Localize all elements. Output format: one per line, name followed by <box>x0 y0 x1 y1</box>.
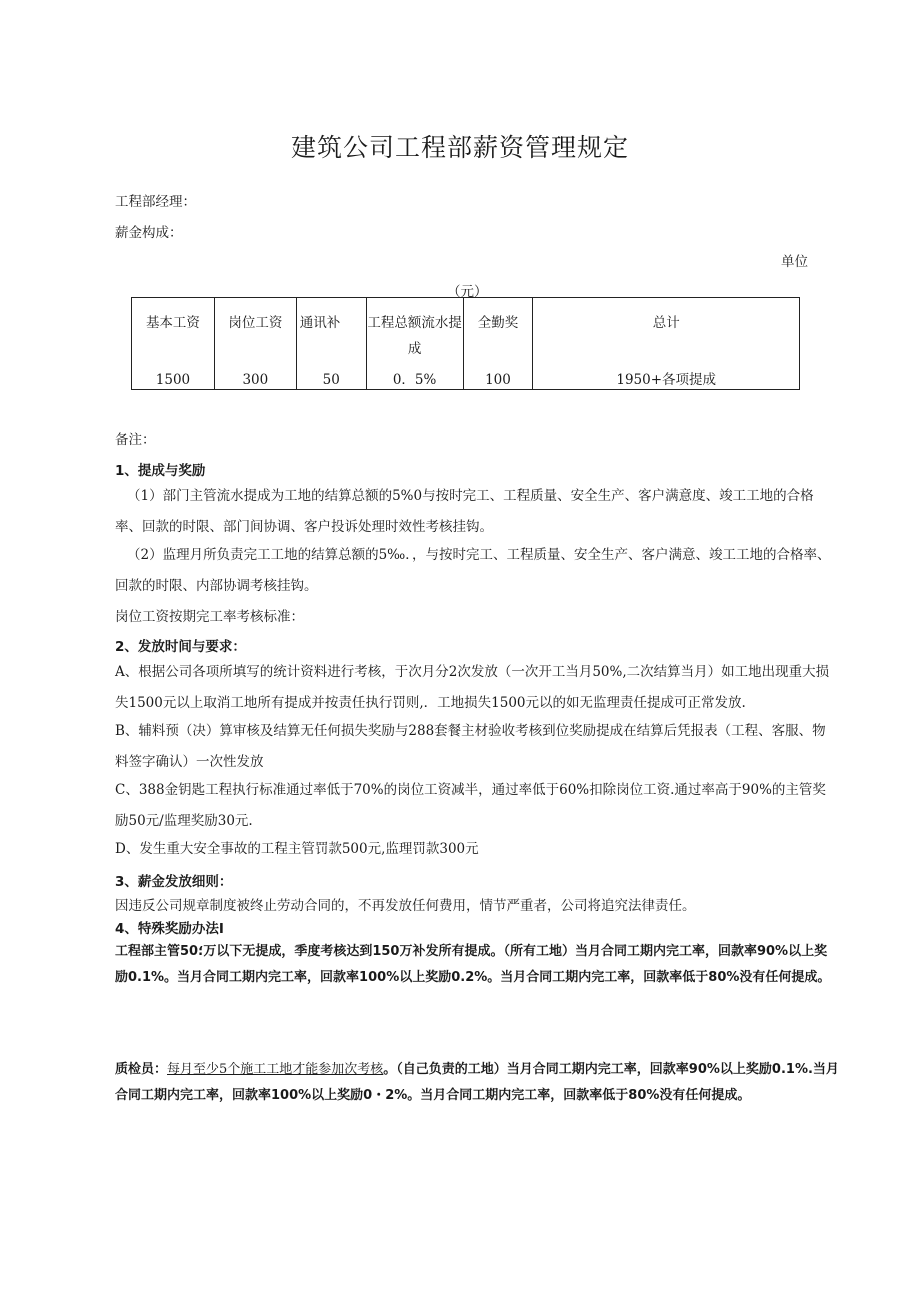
header-commission: 工程总额流水提成 <box>366 298 463 369</box>
section-1-paragraph-2: （2）监理月所负责完工工地的结算总额的5‰．，与按时完工、工程质量、安全生产、客户满意、竣工工地的合格率、回款的时限、内部协调考核挂钩。 <box>115 547 831 594</box>
section-1-paragraph-1: （1）部门主管流水提成为工地的结算总额的5%0与按时完工、工程质量、安全生产、客户满意度、竣工工地的合格率、回款的时限、部门间协调、客户投诉处理时效性考核挂钩。 <box>115 488 814 535</box>
quality-inspector-label: 质检员： <box>115 1062 168 1077</box>
header-basic-salary: 基本工资 <box>132 298 215 369</box>
section-2-item-a: A、根据公司各项所填写的统计资料进行考核，于次月分2次发放（一次开工当月50%,二次结算当月）如工地出现重大损失1500元以上取消工地所有提成并按责任执行罚则,．工地损失1500元以的如无监理责任提成可正常发放. <box>115 664 830 711</box>
quality-inspector-rest: 。（自己负责的工地）当月合同工期内完工率，回款率90%以上奖励0.1%.当月合同工期内完工率，回款率100%以上奖励0・2%。当月合同工期内完工率，回款率低于80%没有任何提成。 <box>115 1062 839 1103</box>
remarks-label: 备注： <box>115 432 156 448</box>
section-1-paragraph-3: 岗位工资按期完工率考核标准： <box>115 609 304 625</box>
section-4-paragraph-1: 工程部主管؛50万以下无提成，季度考核达到150万补发所有提成。（所有工地）当月合同工期内完工率，回款率90%以上奖励0.1%。当月合同工期内完工率，回款率100%以上奖励0.2%。当月合同工期内完工率，回款率低于80%没有任何提成。 <box>115 944 831 985</box>
value-total: 1950+各项提成 <box>533 368 800 390</box>
value-basic-salary: 1500 <box>132 368 215 390</box>
quality-inspector-requirement: 每月至少5个施工工地才能参加次考核 <box>167 1062 384 1077</box>
section-4-paragraph-2 <box>115 1057 840 1109</box>
table-header-row <box>132 298 800 369</box>
unit-currency: （元） <box>447 284 488 300</box>
page-title: 建筑公司工程部薪资管理规定 <box>290 133 629 162</box>
table-row <box>132 368 800 390</box>
section-3-paragraph: 因违反公司规章制度被终止劳动合同的，不再发放任何费用，情节严重者，公司将追究法律责任。 <box>115 898 696 914</box>
section-3-title: 3、薪金发放细则： <box>115 874 233 890</box>
header-position-salary: 岗位工资 <box>214 298 296 369</box>
header-total: 总计 <box>533 298 800 369</box>
section-2-title: 2、发放时间与要求： <box>115 639 246 655</box>
section-2-item-b: B、辅料预（决）算审核及结算无任何损失奖励与288套餐主材验收考核到位奖励提成在结算后凭报表（工程、客服、物料签字确认）一次性发放 <box>115 723 826 770</box>
header-attendance-bonus: 全勤奖 <box>463 298 533 369</box>
salary-label: 薪金构成： <box>115 225 183 241</box>
section-1-title: 1、提成与奖励 <box>115 463 206 479</box>
value-position-salary: 300 <box>214 368 296 390</box>
value-commission: 0．5% <box>366 368 463 390</box>
manager-label: 工程部经理： <box>115 194 196 210</box>
header-communication-allowance: 通讯补 <box>296 298 366 369</box>
section-2-item-d: D、发生重大安全事故的工程主管罚款500元,监理罚款300元 <box>115 841 479 857</box>
salary-table <box>131 297 800 390</box>
section-2-item-c: C、388金钥匙工程执行标准通过率低于70%的岗位工资减半，通过率低于60%扣除岗位工资.通过率高于90%的主管奖励50元/监理奖励30元. <box>115 782 826 829</box>
value-attendance-bonus: 100 <box>463 368 533 390</box>
unit-label: 单位 <box>781 254 808 270</box>
value-communication-allowance: 50 <box>296 368 366 390</box>
section-4-title: 4、特殊奖励办法I <box>115 921 224 937</box>
